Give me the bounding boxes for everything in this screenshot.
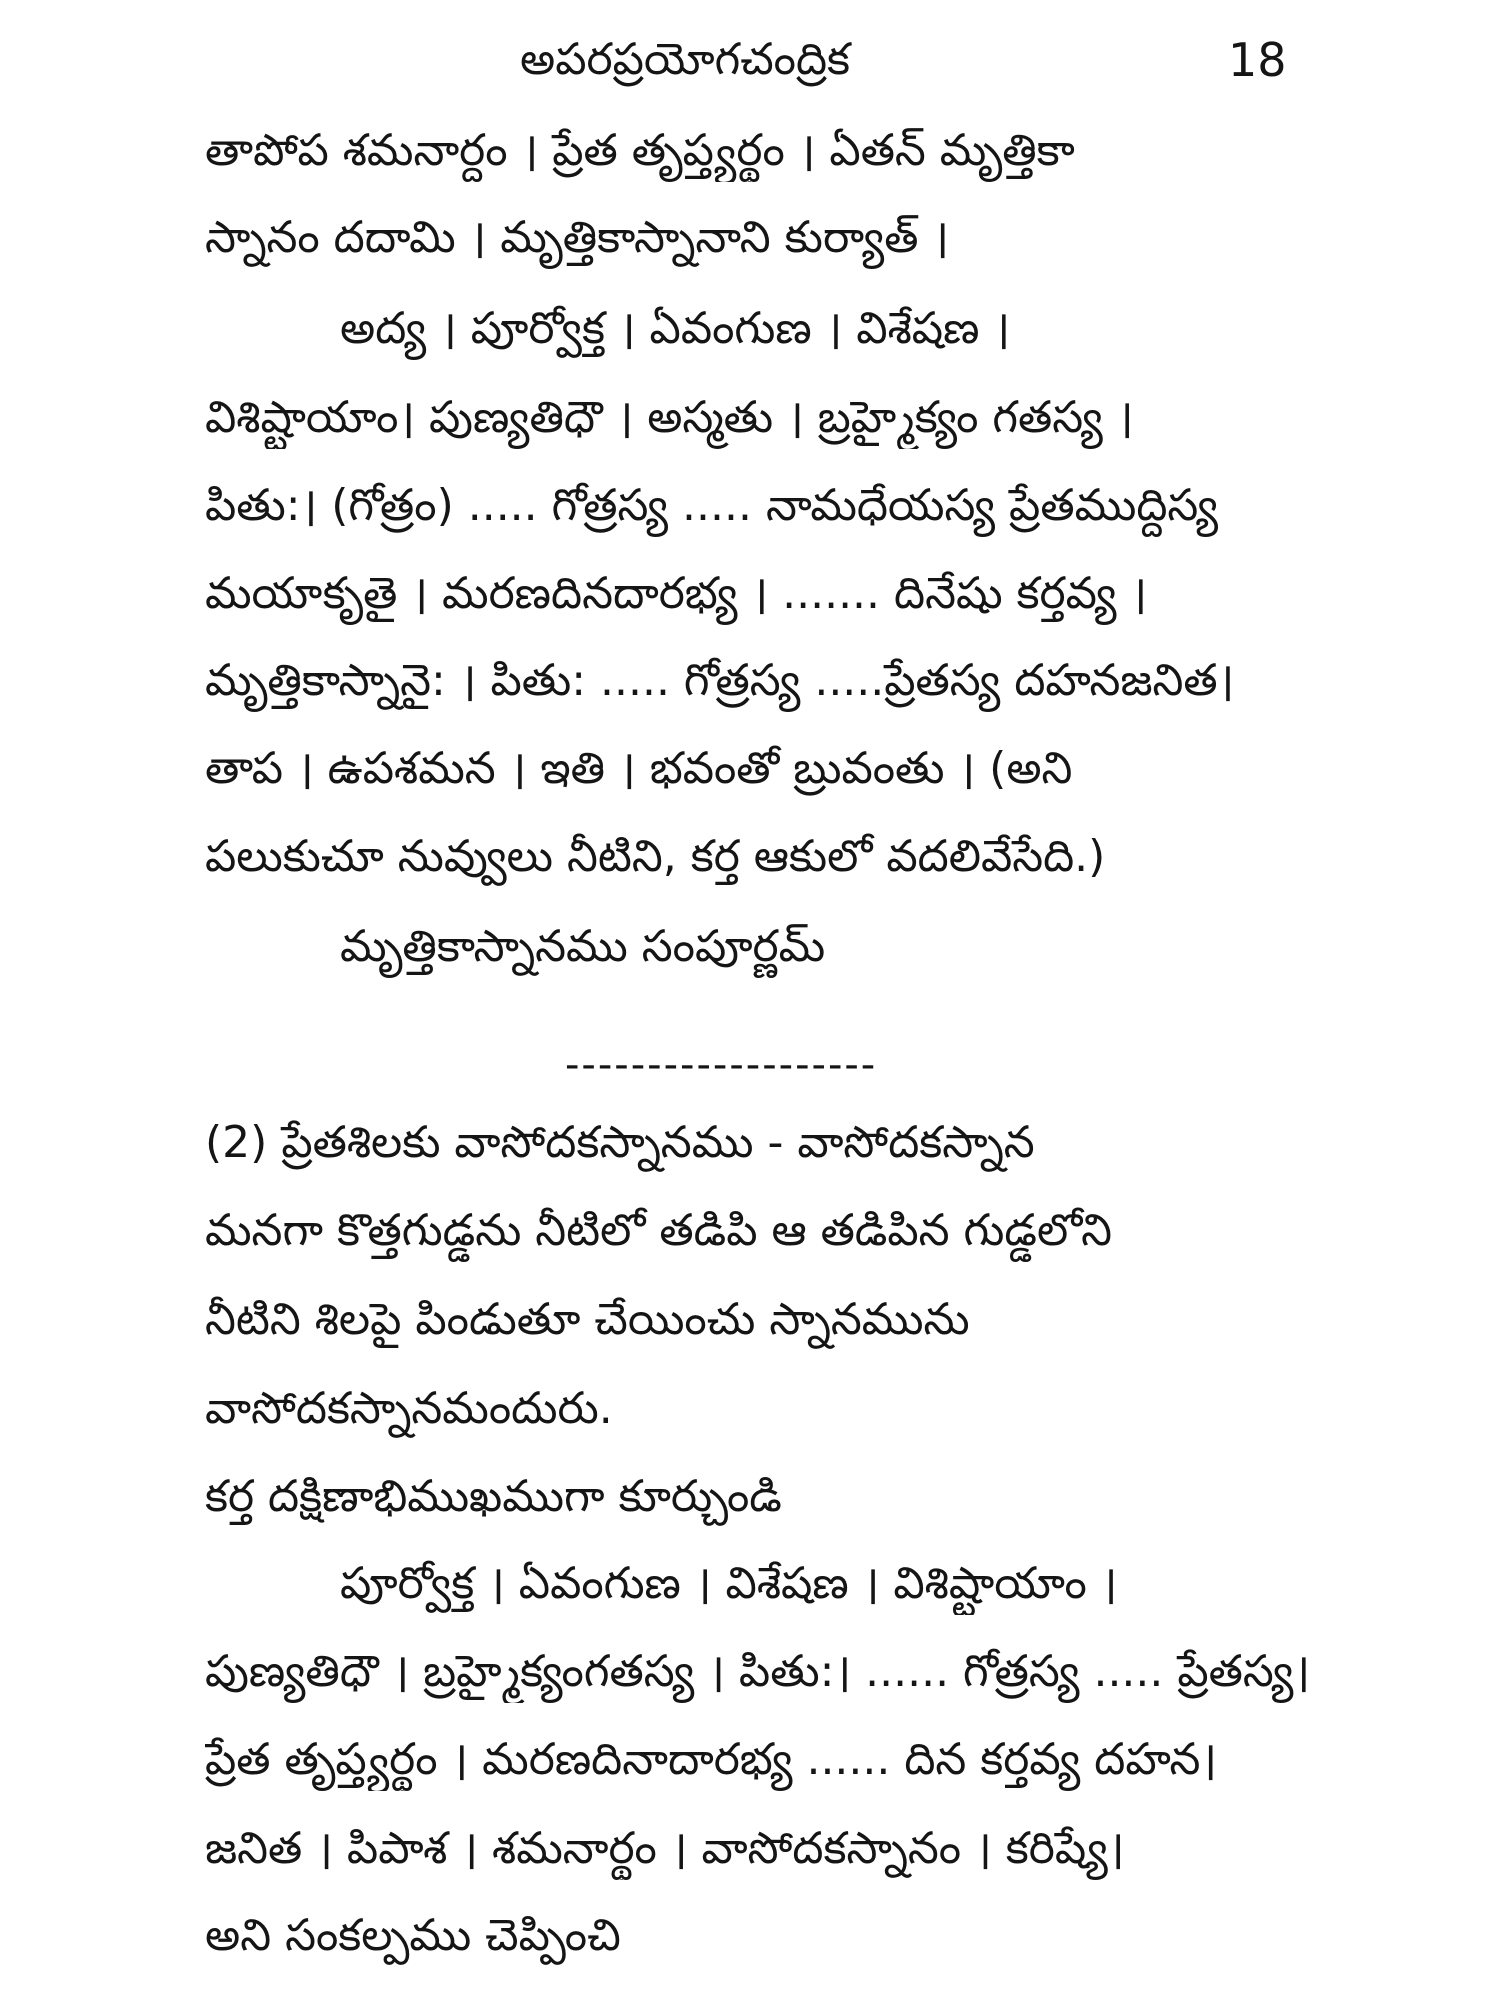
section-complete-line: మృత్తికాస్నానము సంపూర్ణమ్ — [340, 921, 826, 972]
text-line: వాసోదకస్నానమందురు. — [205, 1383, 613, 1434]
text-line: అని సంకల్పము చెప్పించి — [205, 1910, 621, 1961]
text-line: జనిత । పిపాశ । శమనార్థం । వాసోదకస్నానం । కరిష్యే। — [205, 1823, 1125, 1874]
text-line: ప్రేత తృప్త్యర్థం । మరణదినాదారభ్య ...... దిన కర్తవ్య దహన। — [205, 1734, 1218, 1785]
page-number: 18 — [1228, 33, 1287, 87]
text-line: విశిష్టాయాం। పుణ్యతిధౌ । అస్మతు । బ్రహ్మైక్యం గతస్య । — [205, 392, 1134, 443]
text-line: కర్త దక్షిణాభిముఖముగా కూర్చుండి — [205, 1471, 782, 1522]
text-line: అద్య । పూర్వోక్త । ఏవంగుణ । విశేషణ । — [340, 303, 1011, 354]
text-line: పలుకుచూ నువ్వులు నీటిని, కర్త ఆకులో వదలివేసేది.) — [205, 831, 1106, 882]
text-line: మనగా కొత్తగుడ్డను నీటిలో తడిపి ఆ తడిపిన గుడ్డలోని — [205, 1205, 1113, 1256]
text-line: పుణ్యతిధౌ । బ్రహ్మైక్యంగతస్య । పితు:। ...... గోత్రస్య ..... ప్రేతస్య। — [205, 1646, 1311, 1697]
text-line: స్నానం దదామి । మృత్తికాస్నానాని కుర్యాత్ । — [205, 212, 950, 263]
text-line: పితు:। (గోత్రం) ..... గోత్రస్య ..... నామధేయస్య ప్రేతముద్దిస్య — [205, 480, 1218, 531]
text-line: మయాకృతై । మరణదినదారభ్య । ....... దినేషు కర్తవ్య । — [205, 568, 1148, 619]
text-line: నీటిని శిలపై పిండుతూ చేయించు స్నానమును — [205, 1294, 970, 1345]
text-line: పూర్వోక్త । ఏవంగుణ । విశేషణ । విశిష్టాయాం । — [340, 1558, 1118, 1609]
section-heading-line: (2) ప్రేతశిలకు వాసోదకస్నానము - వాసోదకస్నాన — [205, 1117, 1035, 1168]
text-line: మృత్తికాస్నానై: । పితు: ..... గోత్రస్య .....ప్రేతస్య దహనజనిత। — [205, 655, 1235, 706]
text-line: తాప । ఉపశమన । ఇతి । భవంతో బ్రువంతు । (అని — [205, 743, 1073, 794]
running-header-title: అపరప్రయోగచంద్రిక — [520, 34, 850, 85]
text-line: తాపోప శమనార్దం । ప్రేత తృప్త్యర్థం । ఏతన్ మృత్తికా — [205, 125, 1075, 176]
section-divider: ------------------- — [565, 1042, 878, 1088]
